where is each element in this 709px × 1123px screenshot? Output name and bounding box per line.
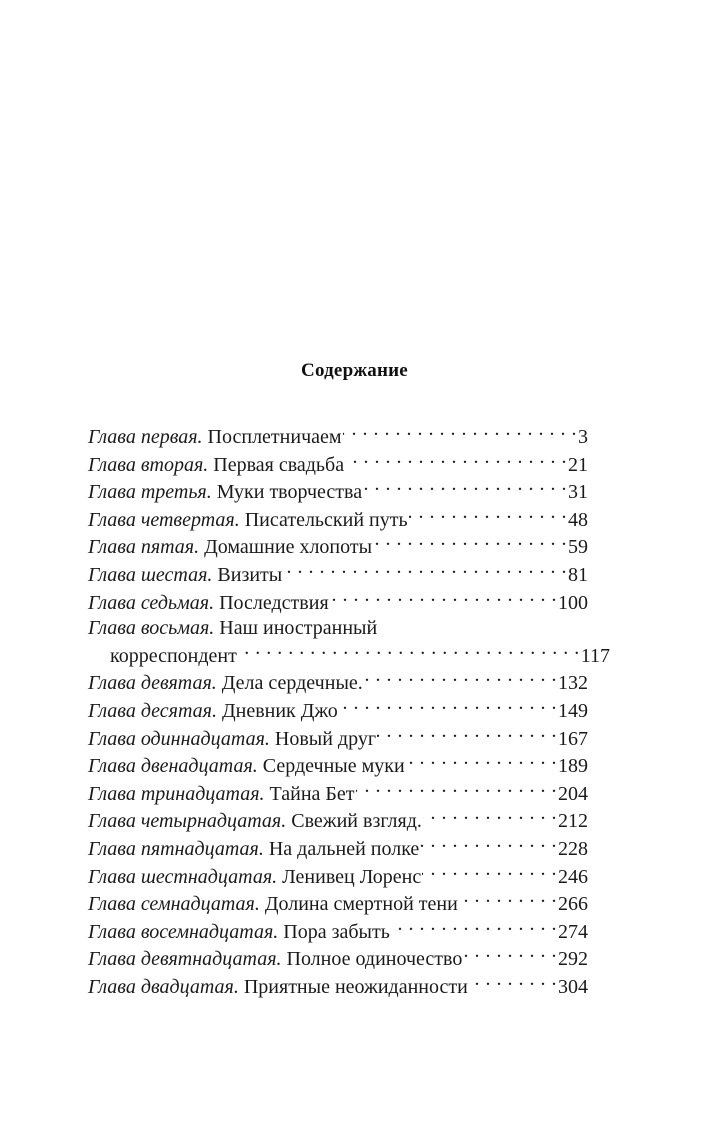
toc-entry[interactable] bbox=[88, 890, 588, 918]
page-number: 81 bbox=[568, 563, 588, 586]
toc-entry-line bbox=[88, 478, 588, 506]
toc-entry[interactable] bbox=[88, 945, 588, 973]
toc-entry[interactable] bbox=[88, 478, 588, 506]
dot-leader bbox=[409, 506, 567, 526]
chapter-title: Визиты bbox=[217, 563, 283, 586]
page-number: 167 bbox=[558, 727, 588, 750]
chapter-title-continued: корреспондент bbox=[110, 644, 237, 667]
chapter-label: Глава четырнадцатая. bbox=[88, 810, 287, 833]
toc-entry-line bbox=[88, 863, 588, 891]
toc-entry-line bbox=[88, 669, 588, 697]
page-title: Содержание bbox=[301, 360, 408, 381]
toc-entry-line bbox=[88, 973, 588, 1001]
chapter-title: Последствия bbox=[219, 591, 329, 614]
chapter-title: Наш иностранный bbox=[219, 617, 378, 640]
dot-leader bbox=[339, 697, 557, 717]
page-number: 3 bbox=[578, 426, 588, 448]
chapter-label: Глава тринадцатая. bbox=[88, 782, 265, 805]
toc-entry[interactable] bbox=[88, 752, 588, 780]
chapter-label: Глава двадцатая. bbox=[88, 975, 239, 998]
toc-entry[interactable] bbox=[88, 423, 588, 451]
dot-leader bbox=[406, 752, 557, 772]
toc-entry-line bbox=[88, 589, 588, 617]
toc-entry-line bbox=[88, 561, 588, 589]
chapter-label: Глава третья. bbox=[88, 481, 212, 504]
dot-leader bbox=[391, 918, 557, 938]
chapter-title: Дела сердечные. bbox=[221, 672, 363, 695]
toc-entry[interactable] bbox=[88, 506, 588, 534]
chapter-title: Новый друг bbox=[274, 727, 377, 750]
chapter-title: Сердечные муки bbox=[262, 755, 405, 778]
toc-entry[interactable] bbox=[88, 973, 588, 1001]
page-number: 59 bbox=[568, 536, 588, 559]
page-number: 100 bbox=[558, 591, 588, 614]
chapter-label: Глава восемнадцатая. bbox=[88, 920, 279, 943]
chapter-title: Посплетничаем bbox=[207, 426, 342, 448]
table-of-contents-list bbox=[88, 423, 610, 1000]
dot-leader bbox=[364, 669, 557, 689]
dot-leader bbox=[373, 533, 567, 553]
toc-entry-line bbox=[88, 506, 588, 534]
toc-entry[interactable] bbox=[88, 780, 588, 808]
toc-entry-line bbox=[88, 780, 588, 808]
toc-entry[interactable] bbox=[88, 918, 588, 946]
toc-entry-line-continued bbox=[88, 642, 610, 670]
chapter-label: Глава девятнадцатая. bbox=[88, 948, 282, 971]
dot-leader bbox=[238, 642, 580, 662]
chapter-label: Глава вторая. bbox=[88, 453, 209, 476]
page-number: 246 bbox=[558, 865, 588, 888]
dot-leader bbox=[343, 423, 577, 443]
toc-entry[interactable] bbox=[88, 451, 588, 479]
chapter-title: Приятные неожиданности bbox=[243, 975, 468, 998]
page-number: 149 bbox=[558, 699, 588, 722]
chapter-title: Ленивец Лоренс bbox=[282, 865, 422, 888]
dot-leader bbox=[459, 890, 557, 910]
dot-leader bbox=[463, 945, 557, 965]
toc-entry[interactable] bbox=[88, 616, 610, 669]
chapter-title: Домашние хлопоты bbox=[204, 536, 373, 559]
toc-entry-line bbox=[88, 945, 588, 973]
chapter-title: Писательский путь bbox=[244, 508, 408, 531]
page-number: 189 bbox=[558, 755, 588, 778]
dot-leader bbox=[377, 725, 557, 745]
toc-entry-line bbox=[88, 423, 588, 451]
dot-leader bbox=[422, 863, 557, 883]
chapter-title: Полное одиночество bbox=[286, 948, 463, 971]
chapter-title: Свежий взгляд. bbox=[291, 810, 422, 833]
chapter-label: Глава одиннадцатая. bbox=[88, 727, 270, 750]
chapter-label: Глава первая. bbox=[88, 426, 203, 448]
dot-leader bbox=[330, 589, 557, 609]
chapter-label: Глава седьмая. bbox=[88, 591, 215, 614]
toc-entry-line bbox=[88, 725, 588, 753]
page-number: 212 bbox=[558, 810, 588, 833]
chapter-label: Глава шестнадцатая. bbox=[88, 865, 278, 888]
chapter-label: Глава десятая. bbox=[88, 699, 217, 722]
toc-entry-line bbox=[88, 697, 588, 725]
toc-entry[interactable] bbox=[88, 835, 588, 863]
toc-entry-line bbox=[88, 451, 588, 479]
toc-entry[interactable] bbox=[88, 669, 588, 697]
page-number: 21 bbox=[568, 453, 588, 476]
page-number: 266 bbox=[558, 893, 588, 916]
chapter-label: Глава четвертая. bbox=[88, 508, 240, 531]
chapter-title: На дальней полке bbox=[268, 837, 420, 860]
page-number: 228 bbox=[558, 837, 588, 860]
chapter-label: Глава пятнадцатая. bbox=[88, 837, 264, 860]
toc-entry-line bbox=[88, 835, 588, 863]
page-number: 48 bbox=[568, 508, 588, 531]
chapter-label: Глава пятая. bbox=[88, 536, 200, 559]
toc-entry-line bbox=[88, 533, 588, 561]
toc-entry[interactable] bbox=[88, 697, 588, 725]
dot-leader bbox=[423, 807, 557, 827]
chapter-title: Муки творчества bbox=[216, 481, 363, 504]
toc-entry-line bbox=[88, 807, 588, 835]
toc-entry-line bbox=[88, 616, 588, 642]
page-number: 304 bbox=[558, 975, 588, 998]
page-number: 274 bbox=[558, 920, 588, 943]
chapter-label: Глава шестая. bbox=[88, 563, 213, 586]
toc-entry[interactable] bbox=[88, 725, 588, 753]
page-number: 117 bbox=[580, 644, 610, 667]
page-number: 204 bbox=[558, 782, 588, 805]
dot-leader bbox=[356, 780, 557, 800]
dot-leader bbox=[345, 451, 567, 471]
toc-entry[interactable] bbox=[88, 533, 588, 561]
chapter-title: Первая свадьба bbox=[213, 453, 345, 476]
toc-entry-line bbox=[88, 918, 588, 946]
toc-entry[interactable] bbox=[88, 561, 588, 589]
toc-entry[interactable] bbox=[88, 807, 588, 835]
dot-leader bbox=[469, 973, 557, 993]
dot-leader bbox=[363, 478, 567, 498]
toc-entry-line bbox=[88, 752, 588, 780]
chapter-title: Пора забыть bbox=[283, 920, 390, 943]
chapter-label: Глава восьмая. bbox=[88, 617, 215, 640]
chapter-label: Глава семнадцатая. bbox=[88, 893, 260, 916]
page-number: 31 bbox=[568, 481, 588, 504]
chapter-label: Глава двенадцатая. bbox=[88, 755, 258, 778]
toc-entry[interactable] bbox=[88, 863, 588, 891]
chapter-title: Тайна Бет bbox=[269, 782, 355, 805]
dot-leader bbox=[283, 561, 567, 581]
chapter-title: Дневник Джо bbox=[221, 699, 338, 722]
dot-leader bbox=[420, 835, 557, 855]
chapter-label: Глава девятая. bbox=[88, 672, 217, 695]
toc-entry-line bbox=[88, 890, 588, 918]
page-number: 292 bbox=[558, 948, 588, 971]
page-number: 132 bbox=[558, 672, 588, 695]
chapter-title: Долина смертной тени bbox=[264, 893, 458, 916]
toc-entry[interactable] bbox=[88, 589, 588, 617]
